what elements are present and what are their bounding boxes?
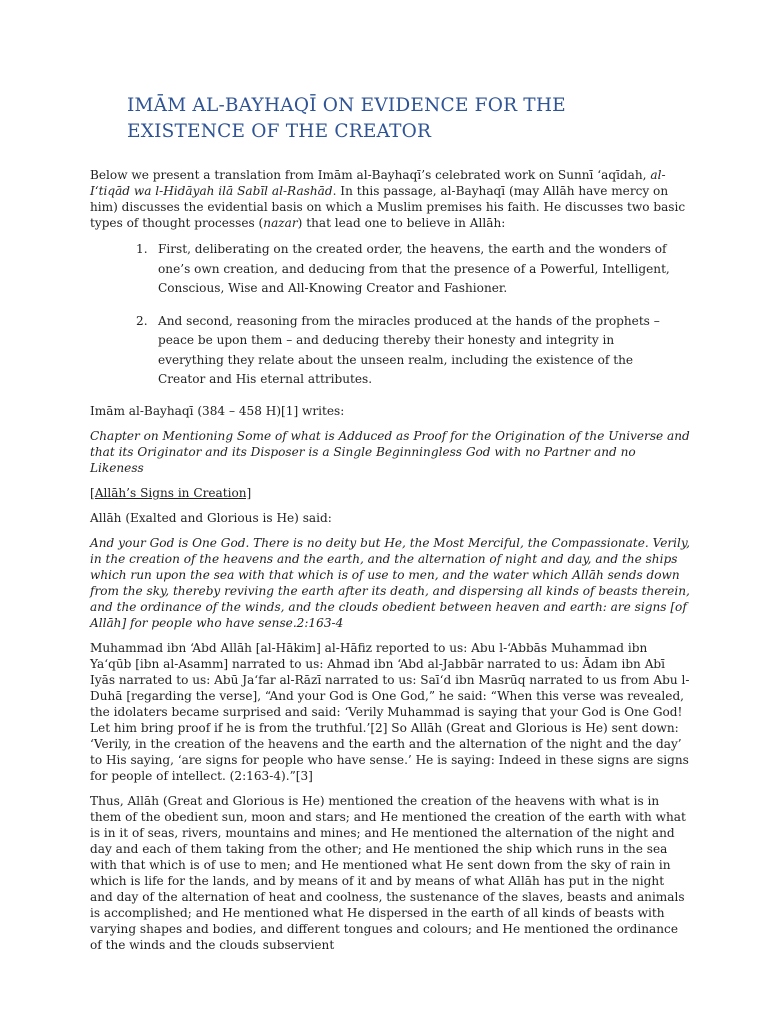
list-item bbox=[136, 240, 690, 299]
title-line-1: IMĀM AL-BAYHAQĪ ON EVIDENCE FOR THE bbox=[127, 95, 566, 116]
intro-text-1: Below we present a translation from Imām al-Bayhaqī’s celebrated work on Sunnī ‘aqīdah, bbox=[90, 168, 651, 182]
section-heading: [Allāh’s Signs in Creation] bbox=[90, 485, 252, 500]
intro-paragraph bbox=[90, 167, 690, 231]
list-number: 1. bbox=[136, 242, 148, 256]
book-title: al-I‘tiqād wa l-Hidāyah ilā Sabīl al-Rashād bbox=[90, 168, 666, 198]
list-item bbox=[136, 312, 690, 390]
quran-quote: And your God is One God. There is no deity but He, the Most Merciful, the Compassionate. Verily, in the creation of the heavens and the earth, and the alternation of night and day, and the ships which run upon the sea with that which is of use to men, and the water which Allāh sends down from the sky, thereby reviving the earth after its death, and dispersing all kinds of beasts therein, and the ordinance of the winds, and the clouds obedient between heaven and earth: are signs [of Allāh] for people who have sense.2:163-4 bbox=[90, 535, 690, 630]
nazar-term: nazar bbox=[263, 216, 298, 230]
article-body bbox=[90, 167, 690, 962]
thought-process-list bbox=[90, 240, 690, 390]
writes-line: Imām al-Bayhaqī (384 – 458 H)[1] writes: bbox=[90, 403, 345, 418]
article-title bbox=[127, 93, 647, 145]
intro-text-3: ) that lead one to believe in Allāh: bbox=[297, 216, 506, 230]
intro-text-2: . In this passage, al-Bayhaqī (may Allāh have mercy on him) discusses the evidential basis on which a Muslim premises his faith. He discusses two basic types of thought processes ( bbox=[90, 184, 686, 230]
narration-paragraph: Muhammad ibn ‘Abd Allāh [al-Hākim] al-Hāfiz reported to us: Abu l-‘Abbās Muhammad ibn Ya‘qūb [ibn al-Asamm] narrated to us: Ahmad ibn ‘Abd al-Jabbār narrated to us: Ādam ibn Abī Iyās narrated to us: Abū Ja‘far al-Rāzī narrated to us: Saī‘d ibn Masrūq narrated to us from Abu l-Duhā [regarding the verse], “And your God is One God,” he said: “When this verse was revealed, the idolaters became surprised and said: ‘Verily Muhammad is saying that your God is One God! Let him bring proof if he is from the truthful.’[2] So Allāh (Great and Glorious is He) sent down: ‘Verily, in the creation of the heavens and the earth and the alternation of the night and the day’ to His saying, ‘are signs for people who have sense.’ He is saying: Indeed in these signs are signs for people of intellect. (2:163-4).”[3] bbox=[90, 640, 690, 783]
title-line-2: EXISTENCE OF THE CREATOR bbox=[127, 121, 432, 142]
list-item-text: First, deliberating on the created order, the heavens, the earth and the wonders of one’s own creation, and deducing from that the presence of a Powerful, Intelligent, Conscious, Wise and All-Knowing Creator and Fashioner. bbox=[158, 242, 670, 295]
chapter-heading: Chapter on Mentioning Some of what is Adduced as Proof for the Origination of the Universe and that its Originator and its Disposer is a Single Beginningless God with no Partner and no Likeness bbox=[90, 428, 690, 475]
list-item-text: And second, reasoning from the miracles produced at the hands of the prophets – peace be upon them – and deducing thereby their honesty and integrity in everything they relate about the unseen realm, including the existence of the Creator and His eternal attributes. bbox=[158, 313, 660, 386]
final-paragraph: Thus, Allāh (Great and Glorious is He) mentioned the creation of the heavens with what is in them of the obedient sun, moon and stars; and He mentioned the creation of the earth with what is in it of seas, rivers, mountains and mines; and He mentioned the alternation of the night and day and each of them taking from the other; and He mentioned the ship which runs in the sea with that which is of use to men; and He mentioned what He sent down from the sky of rain in which is life for the lands, and by means of it and by means of what Allāh has put in the night and day of the alternation of heat and coolness, the sustenance of the slaves, beasts and animals is accomplished; and He mentioned what He dispersed in the earth of all kinds of beasts with varying shapes and bodies, and different tongues and colours; and He mentioned the ordinance of the winds and the clouds subservient bbox=[90, 793, 686, 952]
said-line: Allāh (Exalted and Glorious is He) said: bbox=[90, 510, 332, 525]
list-number: 2. bbox=[136, 313, 148, 328]
